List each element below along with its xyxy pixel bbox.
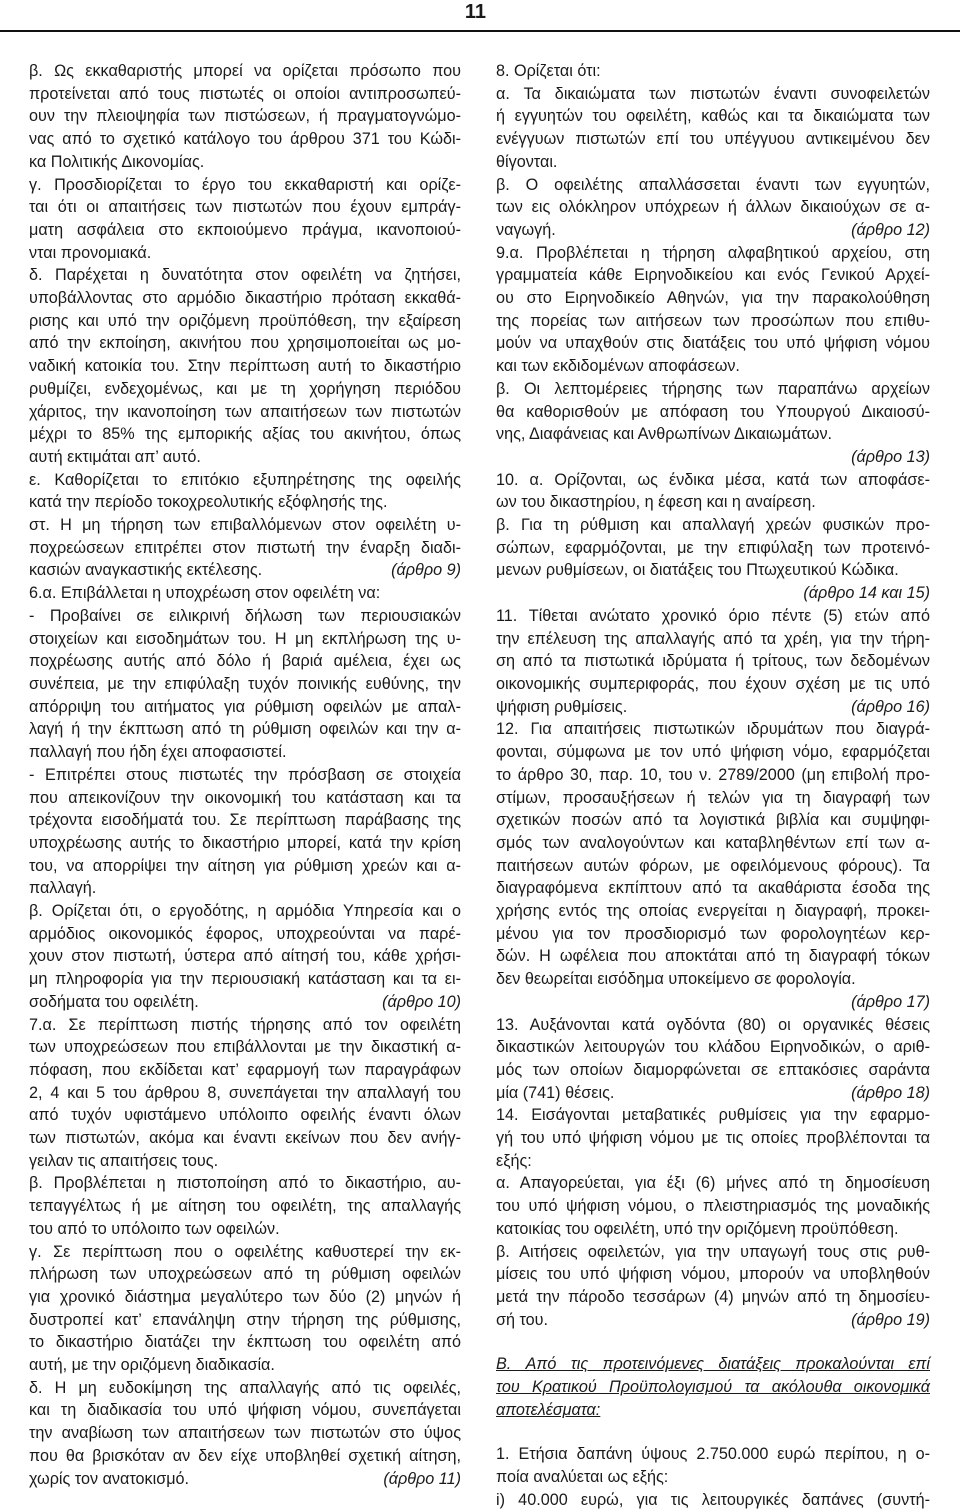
left-column — [29, 60, 461, 1490]
text-line: - Προβαίνει σε ειλικρινή δήλωση των περιουσιακών — [29, 606, 461, 625]
text-line: το άρθρο 30, παρ. 10, του ν. 2789/2000 (μη επιβολή προ- — [496, 765, 930, 784]
text-line: τεπαγγέλτως ή με αίτηση του οφειλέτη, της απαλλαγής — [29, 1197, 461, 1216]
text-line: το δικαστήριο διατάζει την έκπτωση του οφειλέτη από — [29, 1333, 461, 1352]
text-line: του υπό ψήφιση νόμου, ο πλειστηριασμός της μοναδικής — [496, 1197, 930, 1216]
text-line: δ. Παρέχεται η δυνατότητα στον οφειλέτη να ζητήσει, — [29, 266, 461, 285]
text-line: νται προνομιακά. — [29, 243, 152, 262]
text-line: και των εκδιδομένων αποφάσεων. — [496, 357, 740, 376]
text-line: i) 40.000 ευρώ, για τις λειτουργικές δαπάνες (συντή- — [496, 1490, 930, 1509]
text-line: ε. Καθορίζεται το επιτόκιο εξυπηρέτησης της οφειλής — [29, 470, 461, 489]
text-line: στίμων, προσαυξήσεων ή τελών για τη διαγραφή των — [496, 788, 930, 807]
text-line: β. Προβλέπεται η πιστοποίηση από το δικαστήριο, αυ- — [29, 1174, 461, 1193]
text-line: οικονομικής συμπεριφοράς, που έχουν σχέση με τις υπό — [496, 674, 930, 693]
text-line: από την εκποίηση, ακινήτου που χρησιμοποιείται ως μο- — [29, 334, 461, 353]
header-rule — [0, 30, 960, 32]
text-line: νης, Διαφάνειας και Ανθρωπίνων Δικαιωμάτων. — [496, 425, 833, 444]
text-line: μενων ρυθμίσεων, οι διατάξεις του Πτωχευτικού Κώδικα. — [496, 561, 899, 580]
text-line: που απεικονίζουν την οικονομική του κατάσταση και τα — [29, 788, 461, 807]
text-line: θα καθορισθούν με απόφαση του Υπουργού Δικαιοσύ- — [496, 402, 930, 421]
text-line: αυτή, με την οριζόμενη διαδικασία. — [29, 1356, 275, 1375]
text-line-with-ref — [29, 991, 461, 1014]
text-line: α. Απαγορεύεται, για έξι (6) μήνες από τη δημοσίευση — [496, 1174, 930, 1193]
text-line: των πιστωτών, ακόμα και έναντι εκείνων που δεν ανήγ- — [29, 1129, 461, 1148]
text-line: σώπων, εφαρμόζονται, με την επιφύλαξη των προτεινό- — [496, 538, 930, 557]
text-line: ουν την πλειοψηφία των πιστώσεων, ή πραγματογνώμο- — [29, 107, 461, 126]
text-line: ψήφιση ρυθμίσεις. — [496, 697, 628, 716]
section-heading-line: του Κρατικού Προϋπολογισμού τα ακόλουθα οικονομικά — [496, 1378, 930, 1397]
text-line: που θα βρισκόταν αν δεν είχε υποβληθεί σχετική αίτηση, — [29, 1446, 461, 1465]
text-line: προτείνεται από τους πιστωτές οι οποίοι αντιπροσωπεύ- — [29, 84, 461, 103]
text-line: μία (741) θέσεις. — [496, 1083, 615, 1102]
text-line: 14. Εισάγονται μεταβατικές ρυθμίσεις για την εφαρμο- — [496, 1106, 930, 1125]
text-line: β. Αιτήσεις οφειλετών, για την υπαγωγή τους στις ρυθ- — [496, 1242, 930, 1261]
text-line: ποία αναλύεται ως εξής: — [496, 1468, 669, 1487]
text-line: αρμόδιος οικονομικός έφορος, υποχρεούνται να παρέ- — [29, 924, 461, 943]
text-line: των εις ολόκληρον υπόχρεων ή άλλων δικαιούχων σε α- — [496, 198, 930, 217]
text-line-with-ref — [496, 1309, 930, 1332]
text-line: 2, 4 και 5 του άρθρου 8, συνεπάγεται την απαλλαγή του — [29, 1083, 461, 1102]
text-line: 13. Αυξάνονται κατά ογδόντα (80) οι οργανικές θέσεις — [496, 1015, 930, 1034]
text-line: γραμματεία κάθε Ειρηνοδικείου και ενός Γενικού Αρχεί- — [496, 266, 930, 285]
text-line-with-ref — [496, 696, 930, 719]
article-ref: (άρθρο 13) — [851, 447, 930, 466]
text-line: γειλαν τις απαιτήσεις τους. — [29, 1151, 219, 1170]
article-ref: (άρθρο 14 και 15) — [803, 584, 930, 603]
text-line: σή του. — [496, 1310, 549, 1329]
text-line: κατά την περίοδο τοκοχρεολυτικής εξόφλησής της. — [29, 493, 388, 512]
text-line: στοιχείων και εισοδημάτων του. Η μη εκπλήρωση της υ- — [29, 629, 461, 648]
article-ref: (άρθρο 9) — [391, 561, 461, 580]
spacer — [496, 1331, 930, 1353]
text-line: κασιών αναγκαστικής εκτέλεσης. — [29, 561, 263, 580]
text-line: συνέπεια, με την επιφύλαξη τυχόν ποινικής ευθύνης, την — [29, 674, 461, 693]
text-line: κα Πολιτικής Δικονομίας. — [29, 152, 205, 171]
section-heading-line: αποτελέσματα: — [496, 1400, 601, 1419]
text-line: ρισης και υπό την οριζόμενη προϋπόθεση, την εξαίρεση — [29, 311, 461, 330]
text-line: α. Τα δικαιώματα των πιστωτών έναντι συνοφειλετών — [496, 84, 930, 103]
text-line: γή του υπό ψήφιση νόμου με τις οποίες προβλέπονται τα — [496, 1129, 930, 1148]
text-line: ποχρέωσης αυτής από δόλο ή βαριά αμέλεια, έχει ως — [29, 652, 461, 671]
text-line: δών. Η ωφέλεια που αποκτάται από τη διαγραφή τόκων — [496, 947, 930, 966]
text-line: β. Οι λεπτομέρειες τήρησης των παραπάνω αρχείων — [496, 379, 930, 398]
text-line: μούν να υπαχθούν στις διατάξεις του υπό ψήφιση νόμου — [496, 334, 930, 353]
text-line: σχετικών ποσών από τα λογιστικά βιβλία και συμψηφι- — [496, 811, 930, 830]
text-line: β. Ορίζεται ότι, ο εργοδότης, η αρμόδια Υπηρεσία και ο — [29, 902, 461, 921]
text-line: ή εγγυητών του οφειλέτη, καθώς και τα δικαιώματα των — [496, 107, 930, 126]
page-number: 11 — [464, 1, 486, 23]
article-ref: (άρθρο 19) — [851, 1310, 930, 1329]
text-line: τρέχοντα εισοδήματά του. Σε περίπτωση παράβασης της — [29, 811, 461, 830]
text-line: - Επιτρέπει στους πιστωτές την πρόσβαση σε στοιχεία — [29, 765, 461, 784]
text-line: σμός των αναλογούντων και καταβληθέντων επί των α- — [496, 833, 930, 852]
text-line: δεν θεωρείται εισόδημα υποκείμενο σε φορολογία. — [496, 970, 856, 989]
text-line: 8. Ορίζεται ότι: — [496, 62, 601, 80]
text-line: χρήσης εντός της οποίας ενεργείται η διαγραφή, προκει- — [496, 902, 930, 921]
text-line: από τυχόν υφιστάμενο υπόλοιπο οφειλής έναντι όλων — [29, 1106, 461, 1125]
text-line: ποχρεώσεων επιτρέπει στον πιστωτή την έναρξη διαδι- — [29, 538, 461, 557]
text-line: νας από το σχετικό κατάλογο του άρθρου 371 του Κώδι- — [29, 130, 461, 149]
text-line: των υποχρεώσεων που επιβάλλονται με την δικαστική α- — [29, 1038, 461, 1057]
text-line: εξής: — [496, 1151, 532, 1170]
spacer — [496, 1421, 930, 1443]
text-line: β. Ως εκκαθαριστής μπορεί να ορίζεται πρόσωπο που — [29, 62, 461, 80]
text-line: ναδική κατοικία του. Στην περίπτωση αυτή το δικαστήριο — [29, 357, 461, 376]
text-line: γ. Σε περίπτωση που ο οφειλέτης καθυστερεί την εκ- — [29, 1242, 461, 1261]
text-line: και τη διαδικασία του υπό ψήφιση νόμου, συνεπάγεται — [29, 1401, 461, 1420]
text-line-with-ref — [496, 1082, 930, 1105]
text-line: γ. Προσδιορίζεται το έργο του εκκαθαριστή και ορίζε- — [29, 175, 461, 194]
text-line: χάριτος, την ικανοποίηση των απαιτήσεων των πιστωτών — [29, 402, 461, 421]
article-ref: (άρθρο 10) — [382, 992, 461, 1011]
right-column — [496, 60, 930, 1512]
text-line: παλλαγή που ήδη έχει αποφασιστεί. — [29, 743, 287, 762]
text-line: ται ότι οι απαιτήσεις των πιστωτών που έχουν εμπράγ- — [29, 198, 461, 217]
text-line: β. Ο οφειλέτης απαλλάσσεται έναντι των εγγυητών, — [496, 175, 930, 194]
text-line: μετά την πάροδο τεσσάρων (4) μηνών από τη δημοσίευ- — [496, 1287, 930, 1306]
article-ref: (άρθρο 16) — [851, 697, 930, 716]
text-line: β. Για τη ρύθμιση και απαλλαγή χρεών φυσικών προ- — [496, 516, 930, 535]
text-line: παιτήσεων αυτών φόρων, με οφειλόμενους φόρους). Τα — [496, 856, 930, 875]
text-line: διαγραφόμενα εκπίπτουν από τα ακαθάριστα έσοδα της — [496, 879, 930, 898]
text-line: δ. Η μη ευδοκίμηση της απαλλαγής από τις οφειλές, — [29, 1378, 461, 1397]
text-line: υποχρέωσης αυτής το δικαστήριο μπορεί, κατά την κρίση — [29, 833, 461, 852]
text-line: κατοικίας του οφειλέτη, υπό την οριζόμενη προϋπόθεση. — [496, 1219, 899, 1238]
text-line: αυτή εκτιμάται απ’ αυτό. — [29, 447, 201, 466]
text-line-with-ref — [496, 219, 930, 242]
text-line: την αναβίωση των απαιτήσεων των πιστωτών στο ύψος — [29, 1424, 461, 1443]
text-line: χουν στον πιστωτή, ύστερα από αίτησή του, κάθε χρήσι- — [29, 947, 461, 966]
text-line: ματη ασφάλεια στο εκποιούμενο πράγμα, ικανοποιού- — [29, 220, 461, 239]
text-line: του, να απορρίψει την αίτηση για ρύθμιση χρεών και α- — [29, 856, 461, 875]
text-line-with-ref — [29, 559, 461, 582]
text-line: ρυθμίζει, ενδεχομένως, και με τη χορήγηση περιόδου — [29, 379, 461, 398]
text-line-with-ref — [29, 1468, 461, 1491]
article-ref: (άρθρο 17) — [851, 992, 930, 1011]
article-ref: (άρθρο 11) — [383, 1469, 461, 1488]
text-line: 9.α. Προβλέπεται η τήρηση αλφαβητικού αρχείου, στη — [496, 243, 930, 262]
text-line: φονται, σύμφωνα με τον υπό ψήφιση νόμο, εφαρμόζεται — [496, 743, 930, 762]
text-line: πόφαση, που εκδίδεται κατ’ εφαρμογή των παραγράφων — [29, 1060, 461, 1079]
text-line: 12. Για απαιτήσεις πιστωτικών ιδρυμάτων που διαγρά- — [496, 720, 930, 739]
text-line: μίσεις του υπό ψήφιση νόμου, μπορούν να υποβληθούν — [496, 1265, 930, 1284]
text-line: ναγωγή. — [496, 220, 556, 239]
text-line: δικαστικών λειτουργών του κλάδου Ειρηνοδικών, ο αριθ- — [496, 1038, 930, 1057]
text-line: της πορείας των αιτήσεων των προσώπων που επιθυ- — [496, 311, 930, 330]
text-line: μένου για τον προσδιορισμό των φορολογητέων κερ- — [496, 924, 930, 943]
text-line: απόρριψη του αιτήματος για ρύθμιση οφειλών με απαλ- — [29, 697, 461, 716]
text-line: ενέγγυων πιστωτών επί του υπέγγυου αντικειμένου δεν — [496, 130, 930, 149]
text-line: του από το υπόλοιπο των οφειλών. — [29, 1219, 280, 1238]
text-line: πλήρωση των υποχρεώσεων από τη ρύθμιση οφειλών — [29, 1265, 461, 1284]
text-line: ων του δικαστηρίου, η έφεση και η αναίρεση. — [496, 493, 816, 512]
text-line: για χρονικό διάστημα μεγαλύτερο των δύο (2) μηνών ή — [29, 1287, 461, 1306]
article-ref: (άρθρο 12) — [851, 220, 930, 239]
section-heading-line: B. Από τις προτεινόμενες διατάξεις προκαλούνται επί — [496, 1355, 930, 1374]
text-line: μός των οποίων διαμορφώνεται σε επτακόσιες σαράντα — [496, 1060, 930, 1079]
text-line: μέχρι το 85% της εμπορικής αξίας του ακινήτου, όπως — [29, 425, 461, 444]
text-line: 1. Ετήσια δαπάνη ύψους 2.750.000 ευρώ περίπου, η ο- — [496, 1445, 930, 1464]
text-line: μη πληροφορία για την περιουσιακή κατάσταση και τα ει- — [29, 970, 461, 989]
text-line: λαγή ή την έκπτωση από τη ρύθμιση οφειλών και την α- — [29, 720, 461, 739]
text-line: υποβάλλοντας στο αρμόδιο δικαστήριο πρόταση εκκαθά- — [29, 289, 461, 308]
text-line: ση από τα πιστωτικά ιδρύματα ή τρίτους, των δεδομένων — [496, 652, 930, 671]
article-ref: (άρθρο 18) — [851, 1083, 930, 1102]
text-line: στ. Η μη τήρηση των επιβαλλόμενων στον οφειλέτη υ- — [29, 516, 461, 535]
text-line: 10. α. Ορίζονται, ως ένδικα μέσα, κατά των αποφάσε- — [496, 470, 930, 489]
text-line: χωρίς τον ανατοκισμό. — [29, 1469, 190, 1488]
text-line: 11. Τίθεται ανώτατο χρονικό όριο πέντε (5) ετών από — [496, 606, 930, 625]
text-line: σοδήματα του οφειλέτη. — [29, 992, 199, 1011]
text-line: ου στο Ειρηνοδικείο Αθηνών, για την παρακολούθηση — [496, 289, 930, 308]
text-line: θίγονται. — [496, 152, 558, 171]
text-line: παλλαγή. — [29, 879, 97, 898]
text-line: 7.α. Σε περίπτωση πιστής τήρησης από τον οφειλέτη — [29, 1015, 461, 1034]
text-line: 6.α. Επιβάλλεται η υποχρέωση στον οφειλέτη να: — [29, 584, 381, 603]
text-line: δυστροπεί κατ’ επανάληψη στην τήρηση της ρύθμισης, — [29, 1310, 461, 1329]
text-line: την επέλευση της απαλλαγής από τα χρέη, για την τήρη- — [496, 629, 930, 648]
